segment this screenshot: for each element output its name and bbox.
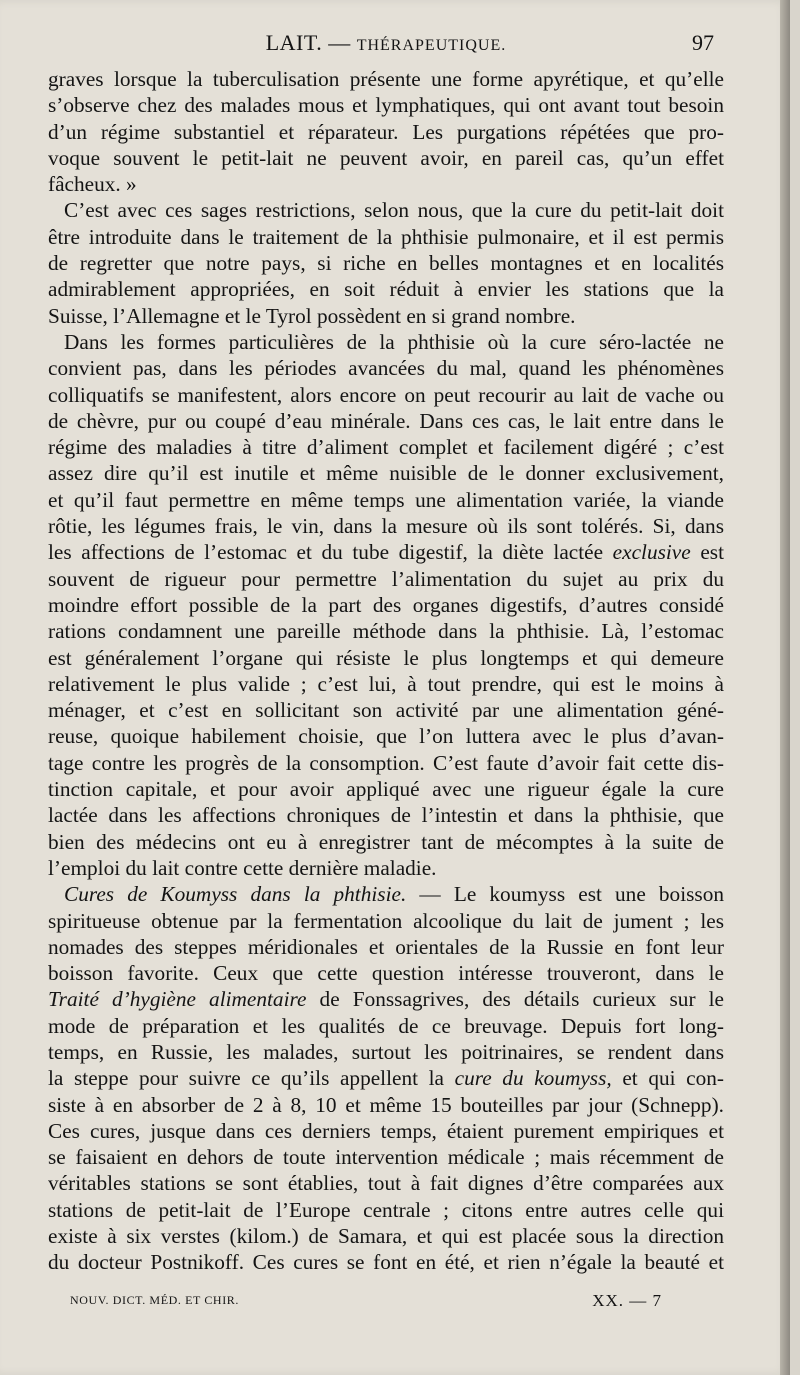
text-run: et qu’il faut permettre en même temps une alimentation variée, la viande — [48, 487, 724, 512]
footer-source: NOUV. DICT. MÉD. ET CHIR. — [70, 1293, 240, 1307]
text-line — [48, 250, 724, 276]
text-run: tage contre les progrès de la consomption. C’est faute d’avoir fait cette dis- — [48, 750, 724, 775]
text-line — [48, 66, 724, 92]
text-run: Suisse, l’Allemagne et le Tyrol possèdent en si grand nombre. — [48, 303, 576, 328]
text-run: est — [700, 540, 724, 565]
text-line — [48, 960, 724, 986]
text-run: existe à six verstes (kilom.) de Samara, et qui est placée sous la direction — [48, 1224, 724, 1249]
text-run: convient pas, dans les périodes avancées du mal, quand les phénomènes — [48, 356, 724, 381]
italic-text: Cures de Koumyss dans la phthisie. — [64, 882, 407, 907]
text-run: nomades des steppes méridionales et orientales de la Russie en font leur — [48, 934, 724, 959]
text-run: du docteur Postnikoff. Ces cures se font en été, et rien n’égale la beauté et — [48, 1250, 724, 1275]
text-run: et qui con- — [622, 1066, 724, 1091]
text-line — [48, 355, 724, 381]
text-line — [48, 618, 724, 644]
text-line — [48, 171, 724, 197]
text-run: moindre effort possible de la part des organes digestifs, d’autres considé — [48, 592, 724, 617]
text-line — [48, 119, 724, 145]
text-run: temps, en Russie, les malades, surtout les poitrinaires, se rendent dans — [48, 1039, 724, 1064]
text-run: la steppe pour suivre ce qu’ils appellent la — [48, 1066, 445, 1091]
text-run: rations condamnent une pareille méthode dans la phthisie. Là, l’estomac — [48, 619, 724, 644]
text-line — [48, 1223, 724, 1249]
text-run: de regretter que notre pays, si riche en belles montagnes et en localités — [48, 251, 724, 276]
text-line — [48, 382, 724, 408]
text-run: les affections de l’estomac et du tube digestif, la diète lactée — [48, 540, 604, 565]
text-run: mode de préparation et les qualités de ce breuvage. Depuis fort long- — [48, 1013, 724, 1038]
text-line — [48, 460, 724, 486]
text-run: admirablement appropriées, en soit réduit à envier les stations que la — [48, 277, 724, 302]
text-line — [48, 723, 724, 749]
text-run: Ces cures, jusque dans ces derniers temps, étaient purement empiriques et — [48, 1118, 724, 1143]
text-line — [48, 1039, 724, 1065]
text-line — [48, 513, 724, 539]
text-line — [48, 1197, 724, 1223]
text-line — [48, 487, 724, 513]
text-line — [48, 697, 724, 723]
text-line — [48, 908, 724, 934]
text-line — [48, 434, 724, 460]
text-line — [48, 671, 724, 697]
text-run: voque souvent le petit-lait ne peuvent avoir, en pareil cas, qu’un effet — [48, 145, 724, 170]
text-run: siste à en absorber de 2 à 8, 10 et même 15 bouteilles par jour (Schnepp). — [48, 1092, 724, 1117]
text-line — [48, 776, 724, 802]
text-line — [48, 92, 724, 118]
page-gutter-shadow — [780, 0, 790, 1375]
text-run: être introduite dans le traitement de la phthisie pulmonaire, et il est permis — [48, 224, 724, 249]
text-run: bien des médecins ont eu à enregistrer tant de mécomptes à la suite de — [48, 829, 724, 854]
text-run: régime des maladies à titre d’aliment complet et facilement digéré ; c’est — [48, 435, 724, 460]
text-run: tinction capitale, et pour avoir appliqué avec une rigueur égale la cure — [48, 777, 724, 802]
text-run: souvent de rigueur pour permettre l’alimentation du sujet au prix du — [48, 566, 724, 591]
text-run: l’emploi du lait contre cette dernière maladie. — [48, 855, 437, 880]
text-line — [48, 1092, 724, 1118]
text-run: Dans les formes particulières de la phthisie où la cure séro-lactée ne — [64, 329, 724, 354]
text-line — [48, 934, 724, 960]
text-run: d’un régime substantiel et réparateur. Les purgations répétées que pro- — [48, 119, 724, 144]
text-run: de chèvre, pur ou coupé d’eau minérale. Dans ces cas, le lait entre dans le — [48, 408, 724, 433]
text-run: rôtie, les légumes frais, le vin, dans la mesure où ils sont tolérés. Si, dans — [48, 514, 724, 539]
text-line — [48, 145, 724, 171]
page-header — [48, 30, 724, 62]
text-line — [48, 881, 724, 907]
text-run: spiritueuse obtenue par la fermentation alcoolique du lait de jument ; les — [48, 908, 724, 933]
text-run: colliquatifs se manifestent, alors encore on peut recourir au lait de vache ou — [48, 382, 724, 407]
text-line — [48, 539, 724, 565]
italic-text: cure du koumyss, — [454, 1066, 612, 1091]
text-run: véritables stations se sont établies, tout à fait dignes d’être comparées aux — [48, 1171, 724, 1196]
text-line — [48, 750, 724, 776]
text-line — [48, 303, 724, 329]
text-line — [48, 802, 724, 828]
text-line — [48, 566, 724, 592]
text-run: stations de petit-lait de l’Europe centrale ; citons entre autres celle qui — [48, 1197, 724, 1222]
text-line — [48, 197, 724, 223]
text-line — [48, 1013, 724, 1039]
text-line — [48, 855, 724, 881]
text-run: C’est avec ces sages restrictions, selon nous, que la cure du petit-lait doit — [64, 198, 724, 223]
text-line — [48, 1170, 724, 1196]
text-run: — Le koumyss est une boisson — [406, 882, 724, 907]
text-run: s’observe chez des malades mous et lymphatiques, qui ont avant tout besoin — [48, 93, 724, 118]
text-run: est généralement l’organe qui résiste le plus longtemps et qui demeure — [48, 645, 724, 670]
text-line — [48, 829, 724, 855]
body-text — [48, 66, 724, 1276]
running-dash: — — [328, 30, 351, 55]
text-line — [48, 1249, 724, 1275]
text-line — [48, 1118, 724, 1144]
page-footer — [70, 1293, 670, 1317]
text-run: graves lorsque la tuberculisation présente une forme apyrétique, et qu’elle — [48, 67, 724, 91]
page-number: 97 — [692, 30, 714, 55]
text-run: lactée dans les affections chroniques de l’intestin et dans la phthisie, que — [48, 803, 724, 828]
text-line — [48, 1065, 724, 1091]
text-line — [48, 224, 724, 250]
italic-text: exclusive — [612, 540, 691, 565]
italic-text: Traité d’hygiène alimentaire — [48, 987, 307, 1012]
signature-mark: XX. — 7 — [592, 1291, 662, 1310]
text-run: relativement le plus valide ; c’est lui, à tout prendre, qui est le moins à — [48, 671, 724, 696]
text-run: reuse, quoique habilement choisie, que l’on luttera avec le plus d’avan- — [48, 724, 724, 749]
text-line — [48, 329, 724, 355]
text-line — [48, 645, 724, 671]
running-subtitle: THÉRAPEUTIQUE. — [356, 37, 507, 54]
text-run: assez dire qu’il est inutile et même nuisible de le donner exclusivement, — [48, 461, 724, 486]
text-run: de Fonssagrives, des détails curieux sur le — [306, 987, 724, 1012]
text-line — [48, 592, 724, 618]
running-title: LAIT. — [265, 30, 323, 55]
text-line — [48, 986, 724, 1012]
text-line — [48, 1144, 724, 1170]
text-line — [48, 408, 724, 434]
text-run: fâcheux. » — [48, 172, 137, 197]
text-line — [48, 276, 724, 302]
text-run: boisson favorite. Ceux que cette question intéresse trouveront, dans le — [48, 961, 724, 986]
text-run: ménager, et c’est en sollicitant son activité par une alimentation géné- — [48, 698, 724, 723]
text-run: se faisaient en dehors de toute intervention médicale ; mais récemment de — [48, 1145, 724, 1170]
running-head — [48, 30, 724, 56]
